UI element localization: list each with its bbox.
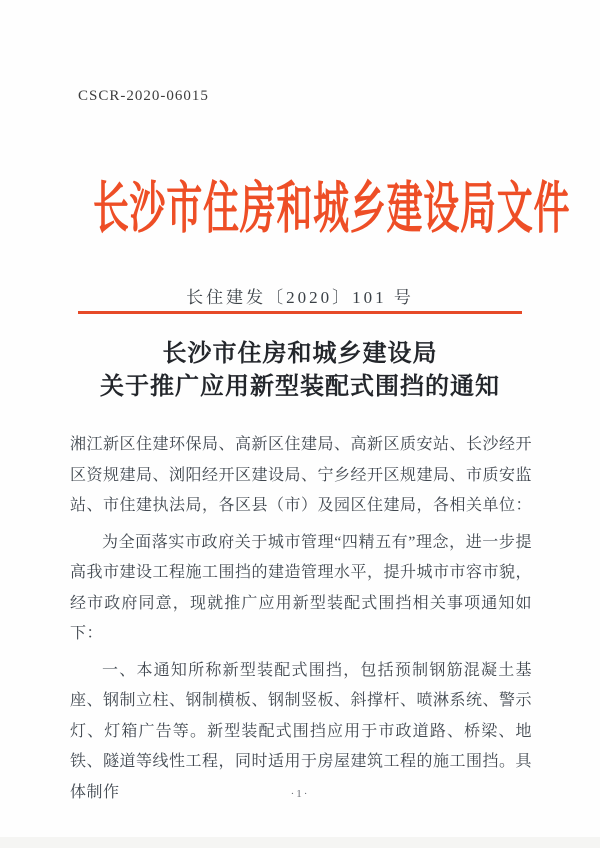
page-number: ·1·: [290, 788, 310, 800]
notice-body: [70, 430, 532, 814]
agency-letterhead-title: 长沙市住房和城乡建设局文件: [92, 177, 571, 240]
document-code: CSCR-2020-06015: [78, 88, 209, 104]
intro-paragraph: 为全面落实市政府关于城市管理“四精五有”理念，进一步提高我市建设工程施工围挡的建造管理水平，提升城市市容市貌，经市政府同意，现就推广应用新型装配式围挡相关事项通知如下：: [70, 533, 533, 642]
letterhead-divider-rule: [78, 311, 522, 314]
notice-title-line1: 长沙市住房和城乡建设局: [162, 341, 438, 367]
recipients-paragraph: 湘江新区住建环保局、高新区住建局、高新区质安站、长沙经开区资规建局、浏阳经开区建设局、宁乡经开区规建局、市质安监站、市住建执法局，各区县（市）及园区住建局，各相关单位：: [70, 436, 533, 514]
item-one-paragraph: 一、本通知所称新型装配式围挡，包括预制钢筋混凝土基座、钢制立柱、钢制横板、钢制竖板、斜撑杆、喷淋系统、警示灯、灯箱广告等。新型装配式围挡应用于市政道路、桥梁、地铁、隧道等线性工程，同时适用于房屋建筑工程的施工围挡。具体制作: [70, 661, 533, 801]
scan-bottom-edge: [0, 837, 600, 848]
letterhead: [0, 168, 600, 240]
document-number: 长住建发〔2020〕101 号: [186, 288, 414, 307]
notice-title-line2: 关于推广应用新型装配式围挡的通知: [100, 374, 500, 400]
notice-title: [0, 338, 600, 404]
